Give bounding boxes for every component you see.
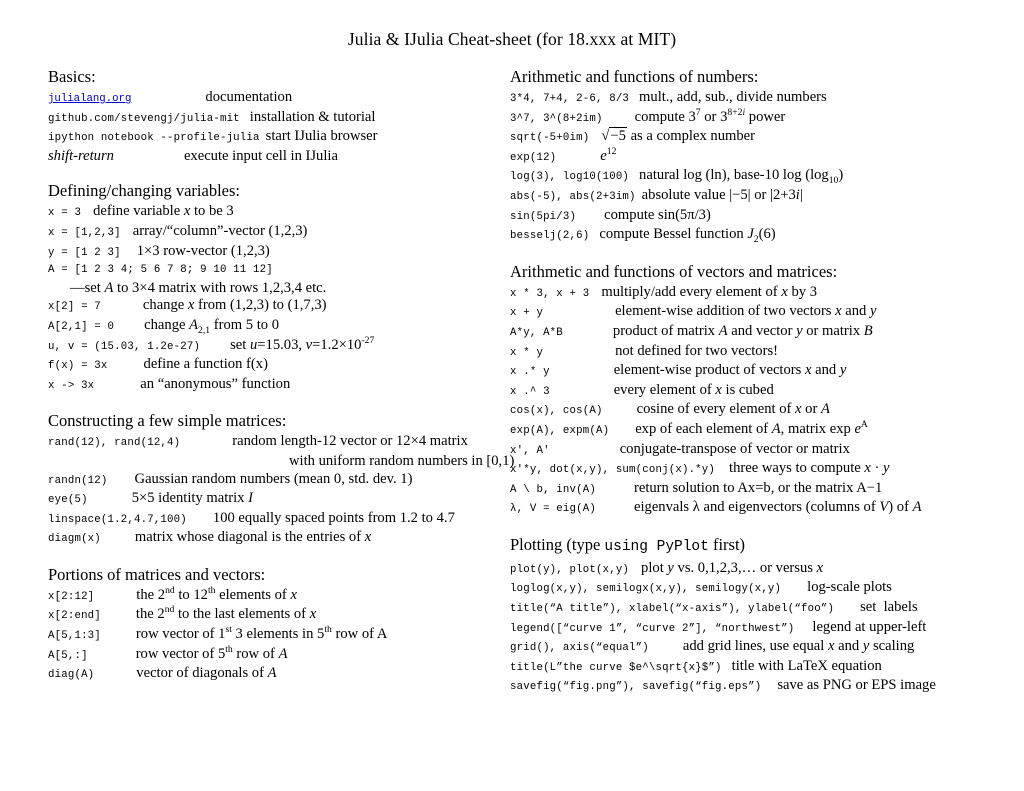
code-snippet: λ, V = eig(A) (510, 503, 596, 516)
cheatsheet-row (510, 499, 922, 519)
code-snippet: A = [1 2 3 4; 5 6 7 8; 9 10 11 12] (48, 264, 273, 277)
code-snippet: A[5,:] (48, 649, 88, 662)
row-description: execute input cell in IJulia (183, 147, 338, 164)
row-description: define a function f(x) (143, 356, 268, 373)
code-snippet: A \ b, inv(A) (510, 483, 596, 496)
row-description: cosine of every element of x or A (636, 401, 830, 418)
row-description: 5×5 identity matrix I (131, 490, 254, 507)
row-description: √−5 as a complex number (601, 128, 755, 145)
rows-plotting (510, 559, 936, 697)
keyboard-shortcut: shift-return (48, 147, 114, 164)
cheatsheet-row (510, 362, 847, 382)
row-description: eigenvals λ and eigenvectors (columns of V) of A (633, 499, 922, 516)
cheatsheet-row (510, 381, 774, 402)
code-snippet: x * y (510, 346, 544, 359)
row-description: define variable x to be 3 (93, 203, 234, 220)
section-heading-arith-matrices: Arithmetic and functions of vectors and matrices: (510, 261, 838, 281)
code-snippet: diag(A) (48, 669, 95, 682)
cheatsheet-row (510, 106, 786, 129)
row-description: array/“column”-vector (1,2,3) (132, 222, 308, 239)
row-description: return solution to Ax=b, or the matrix A−1 (633, 479, 883, 496)
plotting-heading-pre: Plotting (type (510, 534, 605, 554)
code-snippet: log(3), log10(100) (510, 171, 630, 184)
cheatsheet-row (510, 89, 827, 109)
code-snippet: loglog(x,y), semilogx(x,y), semilogy(x,y) (510, 583, 782, 596)
cheatsheet-row (510, 440, 850, 461)
cheatsheet-row (510, 559, 824, 580)
code-snippet: plot(y), plot(x,y) (510, 563, 630, 576)
row-description: Gaussian random numbers (mean 0, std. dev. 1) (134, 470, 413, 487)
code-snippet: exp(12) (510, 151, 557, 164)
code-snippet: x = 3 (48, 207, 82, 220)
code-snippet: A[2,1] = 0 (48, 320, 115, 333)
code-snippet: u, v = (15.03, 1.2e-27) (48, 340, 201, 353)
cheatsheet-row (510, 677, 936, 697)
code-snippet: x[2:end] (48, 610, 101, 623)
row-description: multiply/add every element of x by 3 (601, 283, 817, 300)
code-snippet: x * 3, x + 3 (510, 287, 590, 300)
code-snippet: github.com/stevengj/julia-mit (48, 112, 240, 125)
row-description: three ways to compute x · y (729, 460, 890, 477)
code-snippet: y = [1 2 3] (48, 246, 121, 259)
cheatsheet-row (510, 322, 873, 343)
cheatsheet-row (510, 579, 892, 599)
row-description: conjugate-transpose of vector or matrix (619, 440, 850, 457)
code-snippet: title(L”the curve $e^\sqrt{x}$”) (510, 661, 722, 674)
cheatsheet-row (510, 419, 868, 441)
code-snippet: abs(-5), abs(2+3im) (510, 190, 636, 203)
row-description: compute Bessel function $J_2(6)$ (599, 226, 776, 246)
code-snippet: legend([“curve 1”, “curve 2”], “northwest”) (510, 622, 795, 635)
plotting-heading-mono: using PyPlot (604, 538, 709, 555)
row-description: matrix whose diagonal is the entries of x (134, 529, 372, 546)
section-heading-variables: Defining/changing variables: (48, 181, 240, 201)
cheatsheet-row (510, 638, 915, 658)
row-description: documentation (205, 89, 293, 105)
row-description: change $A_{2,1}$ from 5 to 0 (144, 316, 279, 336)
section-heading-plotting (510, 534, 746, 558)
section-heading-arith-numbers: Arithmetic and functions of numbers: (510, 67, 759, 86)
code-snippet: grid(), axis(“equal”) (510, 642, 649, 655)
cheatsheet-row (510, 599, 918, 619)
continuation-text: —set A to 3×4 matrix with rows 1,2,3,4 etc. (70, 279, 327, 296)
cheatsheet-row (510, 283, 817, 304)
row-description: the 2nd to 12th elements of x (136, 585, 297, 603)
code-snippet: f(x) = 3x (48, 360, 108, 373)
cheatsheet-row (510, 226, 776, 246)
two-column-body (0, 66, 1024, 712)
row-description: the 2nd to the last elements of x (135, 604, 317, 623)
code-snippet: 3*4, 7+4, 2-6, 8/3 (510, 93, 630, 105)
code-snippet: exp(A), expm(A) (510, 424, 610, 437)
row-description: compute sin(5π/3) (604, 206, 711, 223)
cheatsheet-row (510, 460, 890, 480)
row-description: product of matrix A and vector y or matrix B (612, 322, 873, 339)
row-description: compute $3^7$ or $3^{8+2i}$ power (634, 106, 786, 125)
row-description: set labels (860, 599, 918, 616)
row-description: 100 equally spaced points from 1.2 to 4.7 (212, 509, 455, 526)
row-description: natural log (ln), base-10 $\log (\log_{10})$ (639, 167, 844, 187)
row-description: element-wise product of vectors x and y (613, 362, 847, 379)
code-snippet: sqrt(-5+0im) (510, 132, 590, 145)
cheatsheet-row (510, 167, 844, 187)
cheatsheet-row (510, 657, 882, 678)
code-snippet: savefig(“fig.png”), savefig(“fig.eps”) (510, 681, 762, 694)
code-snippet: sin(5pi/3) (510, 210, 577, 223)
code-snippet: linspace(1.2,4.7,100) (48, 513, 187, 526)
row-description: save as PNG or EPS image (777, 677, 936, 694)
cheatsheet-row (510, 206, 711, 227)
section-heading-portions: Portions of matrices and vectors: (48, 564, 266, 584)
code-snippet: randn(12) (48, 474, 108, 487)
code-snippet: A[5,1:3] (48, 630, 101, 643)
row-description: element-wise addition of two vectors x and y (615, 303, 877, 320)
row-description: title with LaTeX equation (731, 657, 882, 674)
right-column (30, 66, 936, 712)
row-description: add grid lines, use equal x and y scaling (682, 638, 915, 655)
row-description: set u=15.03, $v=1.2\times 10^{-27}$ (230, 334, 375, 353)
row-description: row vector of 5th row of A (135, 643, 288, 662)
code-snippet: A*y, A*B (510, 326, 563, 339)
code-snippet: diagm(x) (48, 533, 101, 546)
cheatsheet-row (510, 128, 755, 148)
cheatsheet-row (510, 145, 617, 168)
rows-arith-matrices (510, 283, 922, 519)
cheatsheet-row (510, 303, 877, 323)
code-snippet: x .^ 3 (510, 385, 550, 398)
code-snippet: title(“A title”), xlabel(“x-axis”), ylabel(“foo”) (510, 603, 835, 616)
code-snippet: x[2] = 7 (48, 301, 101, 314)
row-description: $e^{12}$ (600, 145, 617, 164)
row-description: vector of diagonals of A (136, 665, 277, 682)
code-snippet: ipython notebook --profile-julia (48, 132, 260, 145)
section-plotting (510, 534, 936, 697)
section-arith-numbers (510, 66, 844, 246)
cheatsheet-row (510, 618, 927, 639)
cheatsheet-row (510, 342, 778, 363)
section-heading-basics: Basics: (48, 67, 96, 86)
code-snippet: cos(x), cos(A) (510, 405, 603, 418)
row-description: row vector of 1st 3 elements in 5th row of A (135, 624, 388, 643)
code-snippet: x -> 3x (48, 379, 95, 392)
plotting-heading-post: first) (708, 534, 746, 554)
row-description-wrapped: with uniform random numbers in [0,1) (289, 452, 515, 469)
code-snippet: x = [1,2,3] (48, 226, 121, 239)
external-link[interactable]: julialang.org (48, 93, 132, 105)
code-snippet: x[2:12] (48, 590, 95, 603)
row-description: exp of each element of A, matrix $\exp e^A$ (635, 419, 868, 437)
row-description: installation & tutorial (249, 108, 376, 125)
cheatsheet-row (510, 186, 803, 207)
row-description: random length-12 vector or 12×4 matrix (232, 433, 468, 450)
cheatsheet-row (510, 401, 830, 421)
row-description: an “anonymous” function (140, 375, 291, 392)
row-description: mult., add, sub., divide numbers (639, 89, 827, 105)
cheatsheet-row (510, 479, 883, 500)
row-description: change x from (1,2,3) to (1,7,3) (142, 297, 327, 314)
row-description: start IJulia browser (265, 128, 378, 145)
code-snippet: eye(5) (48, 494, 88, 507)
row-description: absolute value |−5| or |2+3i| (641, 186, 803, 203)
row-description: legend at upper-left (812, 618, 927, 635)
code-snippet: x .* y (510, 366, 550, 379)
code-snippet: x′*y, dot(x,y), sum(conj(x).*y) (510, 464, 716, 477)
rows-arith-numbers (510, 89, 844, 246)
code-snippet: x′, A′ (510, 444, 550, 457)
section-arith-matrices (510, 261, 922, 519)
row-description: every element of x is cubed (613, 381, 774, 398)
row-description: plot y vs. 0,1,2,3,… or versus x (641, 559, 824, 576)
page-title: Julia & IJulia Cheat-sheet (for 18.xxx at MIT) (347, 29, 677, 49)
code-snippet: 3^7, 3^(8+2im) (510, 112, 603, 125)
row-description: not defined for two vectors! (615, 342, 778, 359)
row-description: log-scale plots (807, 579, 892, 596)
code-snippet: besselj(2,6) (510, 230, 590, 243)
section-heading-matrices: Constructing a few simple matrices: (48, 411, 287, 431)
code-snippet: rand(12), rand(12,4) (48, 437, 181, 450)
code-snippet: x + y (510, 307, 544, 320)
row-description: 1×3 row-vector (1,2,3) (136, 242, 270, 259)
